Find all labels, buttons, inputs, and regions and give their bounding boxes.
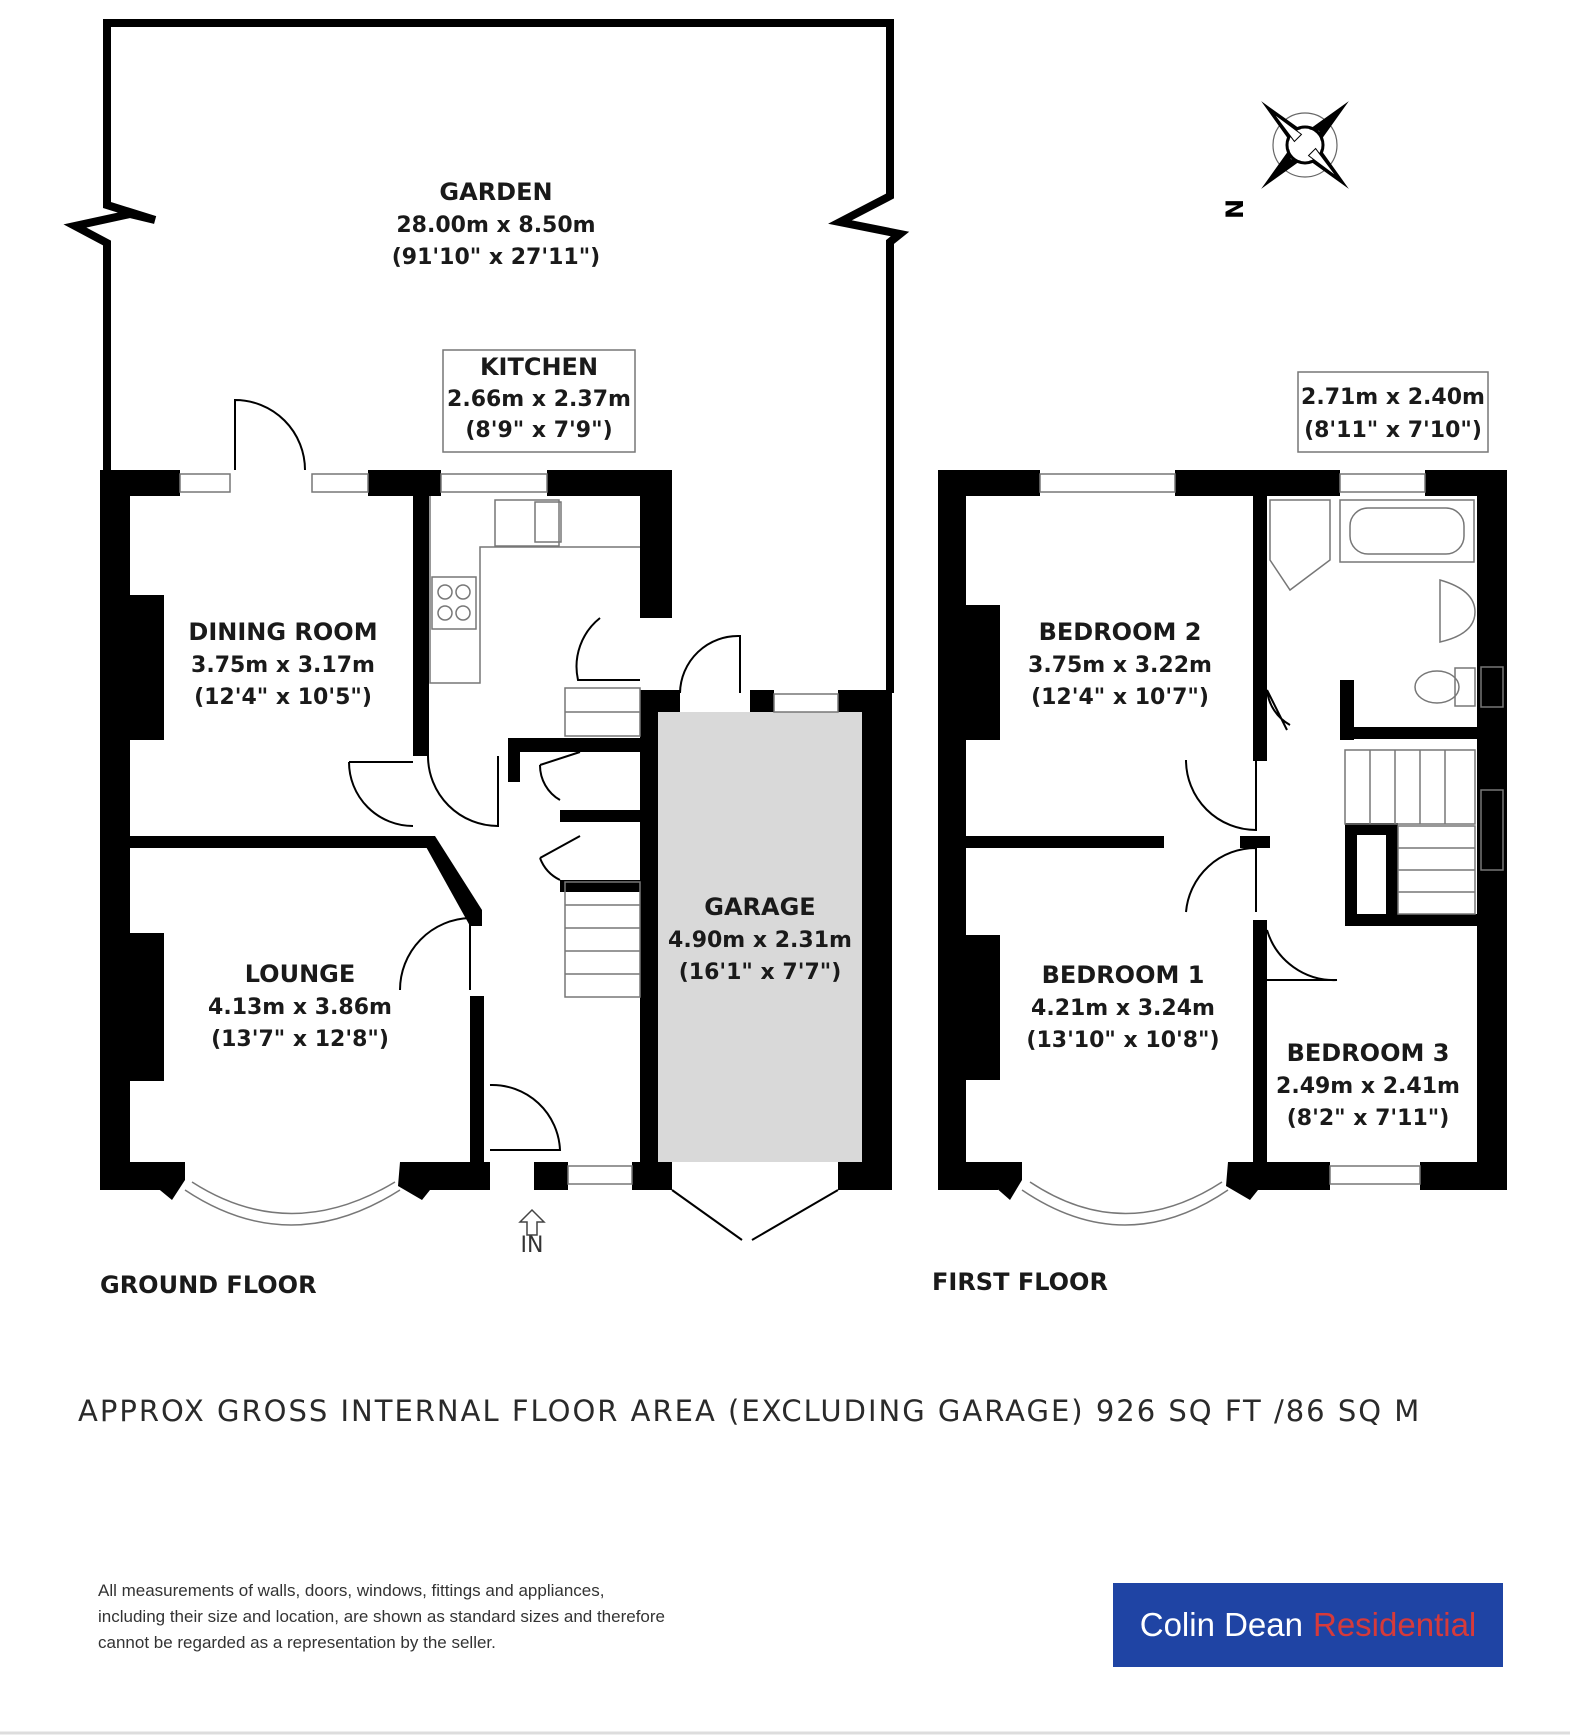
logo-residential: Residential [1313, 1606, 1477, 1643]
svg-text:(91'10" x 27'11"): (91'10" x 27'11") [391, 245, 601, 270]
svg-text:GARDEN: GARDEN [439, 178, 553, 206]
svg-text:BEDROOM 2: BEDROOM 2 [1038, 618, 1202, 646]
svg-text:(13'10" x 10'8"): (13'10" x 10'8") [1026, 1028, 1220, 1053]
dining-room-label [188, 618, 377, 710]
svg-text:3.75m x 3.22m: 3.75m x 3.22m [1028, 653, 1212, 678]
svg-text:(13'7" x 12'8"): (13'7" x 12'8") [211, 1027, 389, 1052]
bedroom-3-label [1276, 1039, 1460, 1131]
lounge-label [208, 960, 392, 1052]
ground-floor-stairs [565, 688, 640, 997]
logo-name: Colin Dean [1139, 1606, 1303, 1643]
svg-text:(8'9" x 7'9"): (8'9" x 7'9") [465, 418, 613, 443]
bathroom-fittings [1270, 500, 1475, 706]
bedroom-1-label [1026, 961, 1219, 1053]
svg-text:4.13m x 3.86m: 4.13m x 3.86m [208, 995, 392, 1020]
svg-text:3.75m x 3.17m: 3.75m x 3.17m [191, 653, 375, 678]
svg-text:BEDROOM 3: BEDROOM 3 [1286, 1039, 1450, 1067]
kitchen-fittings [430, 496, 640, 683]
first-floor-title: FIRST FLOOR [932, 1268, 1108, 1296]
garden-label [392, 178, 600, 270]
svg-text:(12'4" x 10'5"): (12'4" x 10'5") [194, 685, 372, 710]
entrance-label: IN [520, 1233, 544, 1258]
compass-north-label: N [1221, 198, 1249, 219]
entrance-arrow-icon [520, 1210, 544, 1235]
agency-logo [1113, 1583, 1503, 1667]
svg-text:4.21m x 3.24m: 4.21m x 3.24m [1031, 996, 1215, 1021]
svg-text:BEDROOM 1: BEDROOM 1 [1041, 961, 1205, 989]
svg-text:All measurements of walls, doo: All measurements of walls, doors, windows, fittings and appliances, [98, 1581, 605, 1600]
svg-text:2.66m x 2.37m: 2.66m x 2.37m [447, 387, 631, 412]
svg-text:(16'1" x 7'7"): (16'1" x 7'7") [678, 960, 842, 985]
svg-text:(8'2" x 7'11"): (8'2" x 7'11") [1286, 1106, 1450, 1131]
svg-text:(12'4" x 10'7"): (12'4" x 10'7") [1031, 685, 1209, 710]
ground-floor-title: GROUND FLOOR [100, 1271, 317, 1299]
svg-text:4.90m x 2.31m: 4.90m x 2.31m [668, 928, 852, 953]
svg-text:cannot be regarded as a repres: cannot be regarded as a representation by the seller. [98, 1633, 496, 1652]
svg-text:GARAGE: GARAGE [704, 893, 816, 921]
svg-text:28.00m x 8.50m: 28.00m x 8.50m [396, 213, 596, 238]
svg-text:KITCHEN: KITCHEN [479, 353, 599, 381]
svg-text:2.71m x 2.40m: 2.71m x 2.40m [1301, 385, 1485, 410]
floor-area-summary: APPROX GROSS INTERNAL FLOOR AREA (EXCLUDING GARAGE) 926 SQ FT /86 SQ M [78, 1394, 1422, 1428]
svg-text:LOUNGE: LOUNGE [244, 960, 356, 988]
svg-text:2.49m x 2.41m: 2.49m x 2.41m [1276, 1074, 1460, 1099]
disclaimer-text [98, 1581, 665, 1652]
svg-text:including their size and locat: including their size and location, are shown as standard sizes and therefore [98, 1607, 666, 1626]
svg-text:(8'11" x 7'10"): (8'11" x 7'10") [1304, 418, 1482, 443]
svg-text:DINING ROOM: DINING ROOM [188, 618, 378, 646]
bedroom-2-label [1028, 618, 1212, 710]
